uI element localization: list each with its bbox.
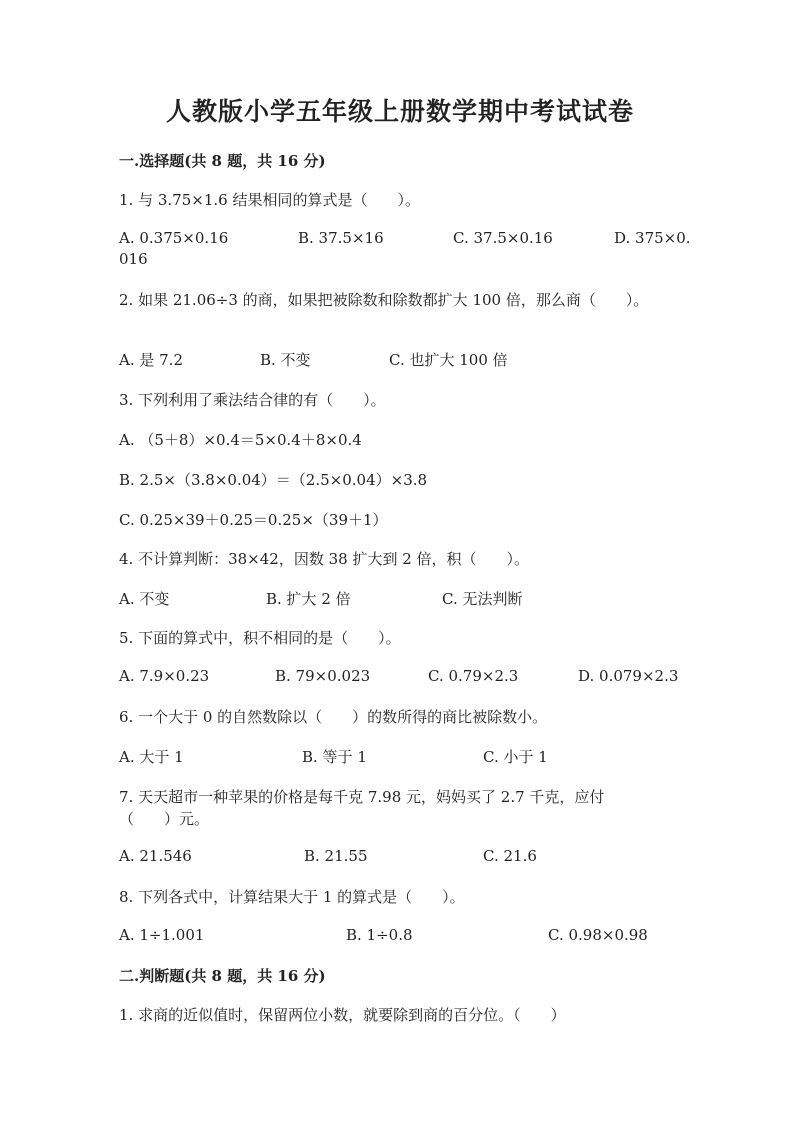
- q2-option-a: A. 是 7.2: [119, 351, 183, 369]
- q3-option-a: A. （5＋8）×0.4＝5×0.4＋8×0.4: [119, 431, 362, 449]
- question-1: 1. 与 3.75×1.6 结果相同的算式是（ ）。: [119, 191, 420, 209]
- section-heading-choice: 一.选择题(共 8 题，共 16 分): [119, 152, 326, 170]
- q2-option-c: C. 也扩大 100 倍: [389, 351, 508, 369]
- q6-option-b: B. 等于 1: [302, 748, 367, 766]
- q1-option-a: A. 0.375×0.16: [119, 229, 229, 247]
- question-2: 2. 如果 21.06÷3 的商，如果把被除数和除数都扩大 100 倍，那么商（ ）。: [119, 291, 649, 309]
- question-5: 5. 下面的算式中，积不相同的是（ ）。: [119, 629, 401, 647]
- q5-option-d: D. 0.079×2.3: [578, 667, 679, 685]
- q1-option-b: B. 37.5×16: [298, 229, 384, 247]
- q3-option-b: B. 2.5×（3.8×0.04）＝（2.5×0.04）×3.8: [119, 471, 428, 489]
- q8-option-c: C. 0.98×0.98: [548, 926, 648, 944]
- q6-option-a: A. 大于 1: [119, 748, 184, 766]
- q4-option-b: B. 扩大 2 倍: [266, 590, 351, 608]
- q4-option-a: A. 不变: [119, 590, 170, 608]
- q3-option-c: C. 0.25×39＋0.25＝0.25×（39＋1）: [119, 511, 388, 529]
- q5-option-b: B. 79×0.023: [275, 667, 371, 685]
- q5-option-a: A. 7.9×0.23: [119, 667, 210, 685]
- question-7: 7. 天天超市一种苹果的价格是每千克 7.98 元，妈妈买了 2.7 千克，应付: [119, 788, 605, 806]
- q4-option-c: C. 无法判断: [442, 590, 523, 608]
- question-3: 3. 下列利用了乘法结合律的有（ ）。: [119, 391, 386, 409]
- q7-option-c: C. 21.6: [483, 847, 537, 865]
- judgment-question-1: 1. 求商的近似值时，保留两位小数，就要除到商的百分位。（ ）: [119, 1006, 566, 1024]
- q1-option-d: D. 375×0.: [614, 229, 691, 247]
- q8-option-a: A. 1÷1.001: [119, 926, 205, 944]
- section-heading-judgment: 二.判断题(共 8 题，共 16 分): [119, 967, 326, 985]
- question-4: 4. 不计算判断：38×42，因数 38 扩大到 2 倍，积（ ）。: [119, 550, 530, 568]
- question-6: 6. 一个大于 0 的自然数除以（ ）的数所得的商比被除数小。: [119, 708, 548, 726]
- q2-option-b: B. 不变: [260, 351, 311, 369]
- q7-option-a: A. 21.546: [119, 847, 192, 865]
- question-7-continued: （ ）元。: [119, 810, 210, 828]
- exam-title: 人教版小学五年级上册数学期中考试试卷: [165, 97, 634, 126]
- question-8: 8. 下列各式中，计算结果大于 1 的算式是（ ）。: [119, 888, 465, 906]
- q6-option-c: C. 小于 1: [483, 748, 548, 766]
- q7-option-b: B. 21.55: [304, 847, 368, 865]
- q1-option-c: C. 37.5×0.16: [453, 229, 553, 247]
- q8-option-b: B. 1÷0.8: [346, 926, 413, 944]
- q1-option-d-continued: 016: [119, 250, 148, 268]
- q5-option-c: C. 0.79×2.3: [428, 667, 519, 685]
